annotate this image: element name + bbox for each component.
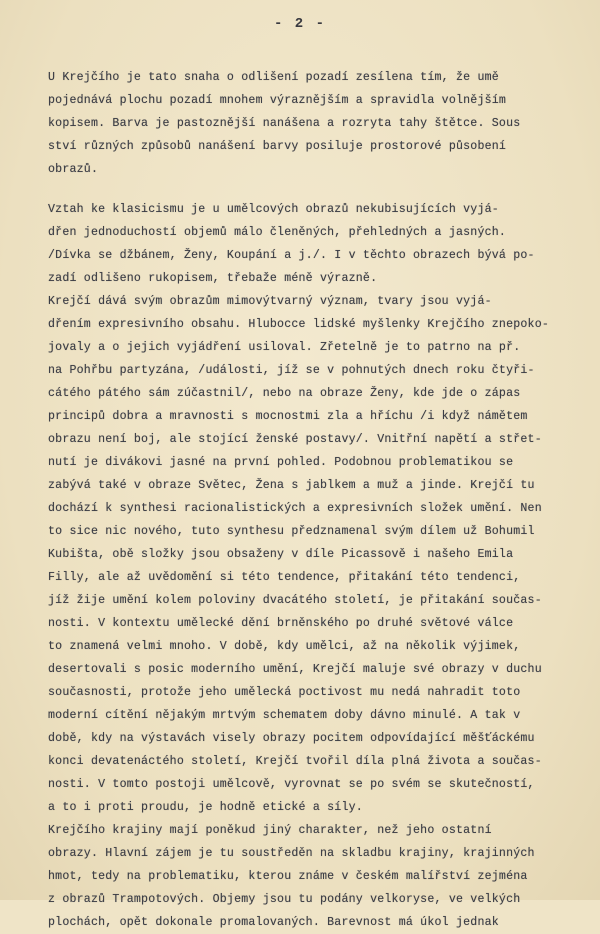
paragraph-2 (48, 198, 600, 934)
text-line: to sice nic nového, tuto synthesu předznamenal svým dílem už Bohumil (48, 525, 535, 538)
text-line: Krejčí dává svým obrazům mimovýtvarný význam, tvary jsou vyjá- (48, 295, 492, 308)
text-line: principů dobra a mravnosti s mocnostmi zla a hříchu /i když námětem (48, 410, 528, 423)
text-line: cátého pátého sám zúčastnil/, nebo na obraze Ženy, kde jde o zápas (48, 387, 521, 400)
text-line: jíž žije umění kolem poloviny dvacátého století, je přitakání součas- (48, 594, 542, 607)
text-line: moderní cítění nějakým mrtvým schematem doby dávno minulé. A tak v (48, 709, 521, 722)
text-line: zabývá také v obraze Světec, Žena s jablkem a muž a jinde. Krejčí tu (48, 479, 535, 492)
text-line: obrazy. Hlavní zájem je tu soustředěn na skladbu krajiny, krajinných (48, 847, 535, 860)
text-line: z obrazů Trampotových. Objemy jsou tu podány velkoryse, ve velkých (48, 893, 521, 906)
text-line: to znamená velmi mnoho. V době, kdy umělci, až na několik výjimek, (48, 640, 521, 653)
text-line: nosti. V tomto postoji umělcově, vyrovnat se po svém se skutečností, (48, 778, 535, 791)
text-line: na Pohřbu partyzána, /události, jíž se v pohnutých dnech roku čtyři- (48, 364, 535, 377)
text-line: nutí je divákovi jasné na první pohled. Podobnou problematikou se (48, 456, 514, 469)
text-line: desertovali s posic moderního umění, Krejčí maluje své obrazy v duchu (48, 663, 542, 676)
text-line: Vztah ke klasicismu je u umělcových obrazů nekubisujících vyjá- (48, 203, 499, 216)
text-line: kopisem. Barva je pastoznější nanášena a rozryta tahy štětce. Sous (48, 117, 521, 130)
text-line: konci devatenáctého století, Krejčí tvořil díla plná života a součas- (48, 755, 542, 768)
text-line: Krejčího krajiny mají poněkud jiný charakter, než jeho ostatní (48, 824, 492, 837)
text-line: obrazů. (48, 163, 99, 176)
text-line: a to i proti proudu, je hodně etické a síly. (48, 801, 363, 814)
text-line: hmot, tedy na problematiku, kterou známe v českém malířství zejména (48, 870, 528, 883)
text-line: pojednává plochu pozadí mnohem výraznějším a spravidla volnějším (48, 94, 507, 107)
text-line: obrazu není boj, ale stojící ženské postavy/. Vnitřní napětí a střet- (48, 433, 542, 446)
text-line: dochází k synthesi racionalistických a expresivních složek umění. Nen (48, 502, 542, 515)
paragraph-gap (48, 181, 600, 198)
text-line: současnosti, protože jeho umělecká poctivost mu nedá nahradit toto (48, 686, 521, 699)
text-line: dřením expresivního obsahu. Hlubocce lidské myšlenky Krejčího znepoko- (48, 318, 550, 331)
text-line: nosti. V kontextu umělecké dění brněnského po druhé světové válce (48, 617, 514, 630)
text-line: /Dívka se džbánem, Ženy, Koupání a j./. I v těchto obrazech bývá po- (48, 249, 535, 262)
text-line: U Krejčího je tato snaha o odlišení pozadí zesílena tím, že umě (48, 71, 499, 84)
body-text (48, 66, 600, 934)
text-line: plochách, opět dokonale promalovaných. Barevnost má úkol jednak (48, 916, 499, 929)
text-line: zadí odlišeno rukopisem, třebaže méně výrazně. (48, 272, 378, 285)
text-line: době, kdy na výstavách visely obrazy pocitem odpovídající měšťáckému (48, 732, 535, 745)
text-line: Kubišta, obě složky jsou obsaženy v díle Picassově i našeho Emila (48, 548, 514, 561)
text-line: dřen jednoduchostí objemů málo členěných, přehledných a jasných. (48, 226, 507, 239)
text-line: Filly, ale až uvědomění si této tendence, přitakání této tendenci, (48, 571, 521, 584)
page-number: - 2 - (273, 16, 326, 32)
paragraph-1 (48, 66, 600, 181)
text-line: ství různých způsobů nanášení barvy posiluje prostorové působení (48, 140, 507, 153)
text-line: jovaly a o jejich vyjádření usiloval. Zřetelně je to patrno na př. (48, 341, 521, 354)
